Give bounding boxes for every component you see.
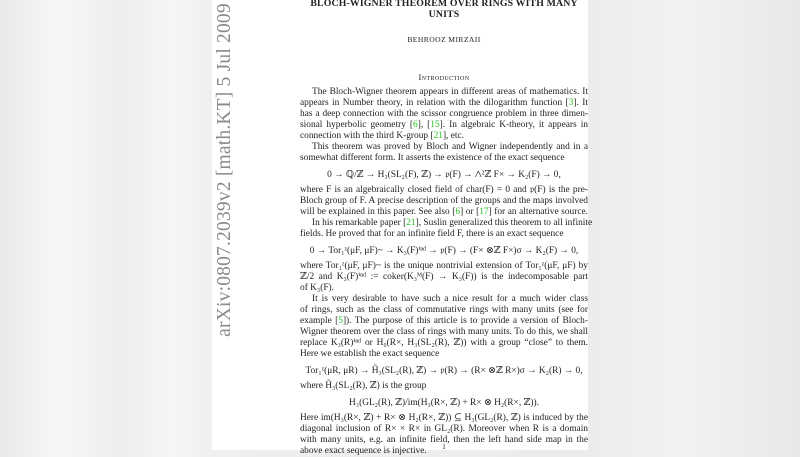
text-segment: of K₃(F). [300,282,334,293]
text-segment: ]). The purpose of this article is to provide a version of Bloch- [342,315,588,326]
paper-title [300,0,588,20]
text-line [300,349,588,360]
author-name: BEHROOZ MIRZAII [407,35,481,44]
text-line [300,338,588,349]
text-line [300,261,588,272]
text-line [300,98,588,109]
text-segment: 0 → Tor₁ᶻ(μF, μF)~ → K₃(F)ⁱⁿᵈ → 𝔭(F) → (F× ⊗ℤ F×)σ → K₂(F) → 0, [309,245,579,256]
text-segment: where F is an algebraically closed field of char(F) = 0 and 𝔭(F) is the pre- [300,184,588,195]
text-segment: connection with the third K-group [ [300,130,434,141]
text-segment: ]. It [573,97,588,108]
section-heading-introduction: Introduction [418,72,470,82]
text-segment: It is very desirable to have such a nice result for a much wider class [312,293,588,304]
text-line [300,424,588,435]
title-line-1: BLOCH-WIGNER THEOREM OVER RINGS WITH MANY [310,0,578,9]
text-segment: ], [ [417,119,431,130]
text-line [300,229,588,240]
text-line [300,217,593,229]
text-segment: with many units, e.g. an infinite field, then the left hand side map in the [300,434,588,445]
display-equation [300,240,588,261]
text-segment: 0 → ℚ/ℤ → H₃(SL₂(F), ℤ) → 𝔭(F) → ⋀²ℤ F× → K₂(F) → 0, [327,169,561,180]
text-line [300,87,588,98]
text-segment: Wigner theorem over the class of rings with many units. To do this, we shall [300,326,588,337]
citation-link[interactable]: 5 [338,315,343,326]
text-segment: This theorem was proved by Bloch and Wigner independently and in a [312,141,588,152]
text-line [300,413,588,424]
text-segment: ], etc. [442,130,465,141]
text-line [300,207,588,218]
text-segment: somewhat different form. It asserts the existence of the exact sequence [300,152,565,163]
text-segment: will be explained in this paper. See also [ [300,206,456,217]
text-segment: ℤ/2 and K₃(F)ⁱⁿᵈ := coker(K₃ᴹ(F) → K₃(F)) is the indecomposable part [300,271,588,282]
title-line-2: UNITS [428,9,460,20]
text-segment: example [ [300,315,339,326]
text-segment: ]. In algebraic K-theory, it appears in [439,119,588,130]
citation-link[interactable]: 21 [433,130,443,141]
text-segment: sional hyperbolic geometry [ [300,119,414,130]
citation-link[interactable]: 6 [413,119,418,130]
citation-link[interactable]: 17 [479,206,489,217]
paper-body-text [300,86,593,457]
text-segment: Bloch group of F. A precise description of the groups and the maps involved [300,195,588,206]
text-segment: has a deep connection with the scissor congruence problem in three dimen- [300,108,588,119]
display-equation [300,392,588,413]
text-segment: where Tor₁ᶻ(μF, μF)~ is the unique nontrivial extension of Tor₁ᶻ(μF, μF) by [300,260,588,271]
text-segment: ] or [ [460,206,480,217]
text-segment: replace K₃(R)ⁱⁿᵈ or H₀(R×, H₃(SL₂(R), ℤ)) with a group “close” to them. [300,337,588,348]
text-line [300,142,588,153]
text-line [300,327,588,338]
text-segment: Tor₁ᶻ(μR, μR) → H̃₃(SL₂(R), ℤ) → 𝔭(R) → (R× ⊗ℤ R×)σ → K₂(R) → 0, [305,365,583,376]
text-line [300,109,588,120]
text-segment: above exact sequence is injective. [300,445,427,456]
text-line [300,153,588,164]
text-line [300,294,588,305]
text-line [300,305,588,316]
text-segment: In his remarkable paper [ [312,217,407,228]
display-equation [300,164,588,185]
citation-link[interactable]: 15 [430,119,440,130]
text-segment: diagonal inclusion of R× × R× in GL₂(R). Moreover when R is a domain [300,423,588,434]
text-segment: Here im(H₃(R×, ℤ) + R× ⊗ H₂(R×, ℤ)) ⊆ H₃(GL₂(R), ℤ) is induced by the [300,412,588,423]
text-line [300,120,588,131]
display-equation [300,360,588,381]
text-line [300,316,588,327]
text-segment: appears in Number theory, in relation with the dilogarithm function [ [300,97,569,108]
text-line [300,185,588,196]
citation-link[interactable]: 21 [406,217,416,228]
text-line [300,131,588,142]
text-segment: H₃(GL₂(R), ℤ)/im(H₃(R×, ℤ) + R× ⊗ H₂(R×, ℤ)). [349,397,539,408]
text-segment: The Bloch-Wigner theorem appears in different areas of mathematics. It [312,86,588,97]
citation-link[interactable]: 6 [455,206,461,217]
page-number: 1 [442,443,446,451]
text-segment: of rings, such as the class of commutative rings with many units (see for [300,304,588,315]
text-line [300,283,588,294]
text-segment: ] for an alternative source. [488,206,588,217]
text-line [300,381,588,392]
text-segment: where H̃₃(SL₂(R), ℤ) is the group [300,380,427,391]
text-segment: ], Suslin generalized this theorem to all infinite [415,217,593,228]
text-segment: fields. He proved that for an infinite field F, there is an exact sequence [300,228,564,239]
text-line [300,272,588,283]
arxiv-identifier-stamp: arXiv:0807.2039v2 [math.KT] 5 Jul 2009 [214,3,235,337]
text-segment: Here we establish the exact sequence [300,348,440,359]
text-line [300,196,588,207]
citation-link[interactable]: 3 [568,97,574,108]
